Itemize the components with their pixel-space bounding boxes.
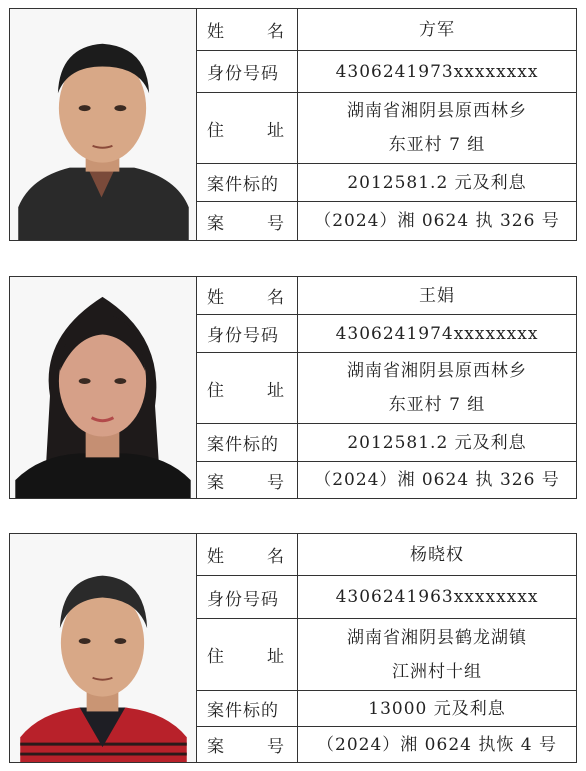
label-char: 址 <box>267 120 285 141</box>
info-table <box>197 534 576 762</box>
address-label <box>197 353 298 423</box>
address-label <box>197 93 298 163</box>
id-label: 身份号码 <box>197 51 298 92</box>
name-value: 王娟 <box>419 285 455 306</box>
person-photo <box>10 9 197 240</box>
name-row <box>197 9 576 51</box>
address-value <box>298 619 576 690</box>
amount-label: 案件标的 <box>197 164 298 201</box>
amount-value: 2012581.2 元及利息 <box>347 172 527 193</box>
label-char: 名 <box>267 22 285 42</box>
id-row <box>197 576 576 619</box>
address-line-1: 湖南省湘阴县鹤龙湖镇 <box>347 627 527 648</box>
name-row <box>197 277 576 315</box>
person-photo <box>10 534 197 762</box>
label-char: 名 <box>267 547 285 567</box>
address-label <box>197 619 298 690</box>
name-label <box>197 534 298 575</box>
case-row <box>197 202 576 240</box>
woman-portrait-icon <box>10 277 196 498</box>
info-table <box>197 9 576 240</box>
info-table <box>197 277 576 498</box>
id-row <box>197 51 576 93</box>
name-row <box>197 534 576 576</box>
id-label: 身份号码 <box>197 576 298 618</box>
label-char: 址 <box>267 647 285 667</box>
label-char: 号 <box>267 472 285 493</box>
amount-label: 案件标的 <box>197 691 298 726</box>
label-char: 案 <box>207 213 225 234</box>
address-value <box>298 353 576 423</box>
amount-row <box>197 424 576 462</box>
address-row <box>197 353 576 424</box>
amount-row <box>197 164 576 202</box>
case-value: （2024）湘 0624 执 326 号 <box>314 211 560 231</box>
name-label <box>197 9 298 50</box>
label-char: 住 <box>207 120 225 141</box>
amount-label: 案件标的 <box>197 424 298 461</box>
person-card-1 <box>9 8 577 241</box>
id-value: 4306241973xxxxxxxx <box>335 61 539 82</box>
label-char: 号 <box>267 213 285 234</box>
man-portrait-icon <box>10 534 196 762</box>
amount-row <box>197 691 576 727</box>
name-label <box>197 277 298 314</box>
label-char: 号 <box>267 737 285 757</box>
label-char: 姓 <box>207 22 225 42</box>
case-value: （2024）湘 0624 执恢 4 号 <box>317 734 557 755</box>
label-char: 址 <box>267 380 285 401</box>
address-line-1: 湖南省湘阴县原西林乡 <box>347 361 527 381</box>
address-line-2: 东亚村 7 组 <box>388 395 486 415</box>
id-value: 4306241974xxxxxxxx <box>335 323 539 344</box>
amount-value: 13000 元及利息 <box>368 698 506 719</box>
man-portrait-icon <box>10 9 196 240</box>
address-row <box>197 619 576 691</box>
case-row <box>197 462 576 498</box>
address-line-2: 东亚村 7 组 <box>388 135 486 155</box>
amount-value: 2012581.2 元及利息 <box>347 432 527 453</box>
id-value: 4306241963xxxxxxxx <box>335 587 539 607</box>
case-value: （2024）湘 0624 执 326 号 <box>314 470 560 490</box>
label-char: 姓 <box>207 288 225 308</box>
address-line-2: 江洲村十组 <box>392 661 482 682</box>
address-line-1: 湖南省湘阴县原西林乡 <box>347 101 527 121</box>
address-row <box>197 93 576 164</box>
name-value: 方军 <box>419 19 455 40</box>
id-label: 身份号码 <box>197 315 298 352</box>
label-char: 住 <box>207 647 225 667</box>
case-row <box>197 727 576 762</box>
name-value: 杨晓权 <box>410 544 464 565</box>
label-char: 案 <box>207 737 225 757</box>
label-char: 住 <box>207 380 225 401</box>
id-row <box>197 315 576 353</box>
case-label <box>197 462 298 498</box>
person-card-2 <box>9 276 577 499</box>
case-label <box>197 202 298 240</box>
case-label <box>197 727 298 762</box>
label-char: 姓 <box>207 547 225 567</box>
person-photo <box>10 277 197 498</box>
address-value <box>298 93 576 163</box>
person-card-3 <box>9 533 577 763</box>
label-char: 名 <box>267 288 285 308</box>
label-char: 案 <box>207 472 225 493</box>
